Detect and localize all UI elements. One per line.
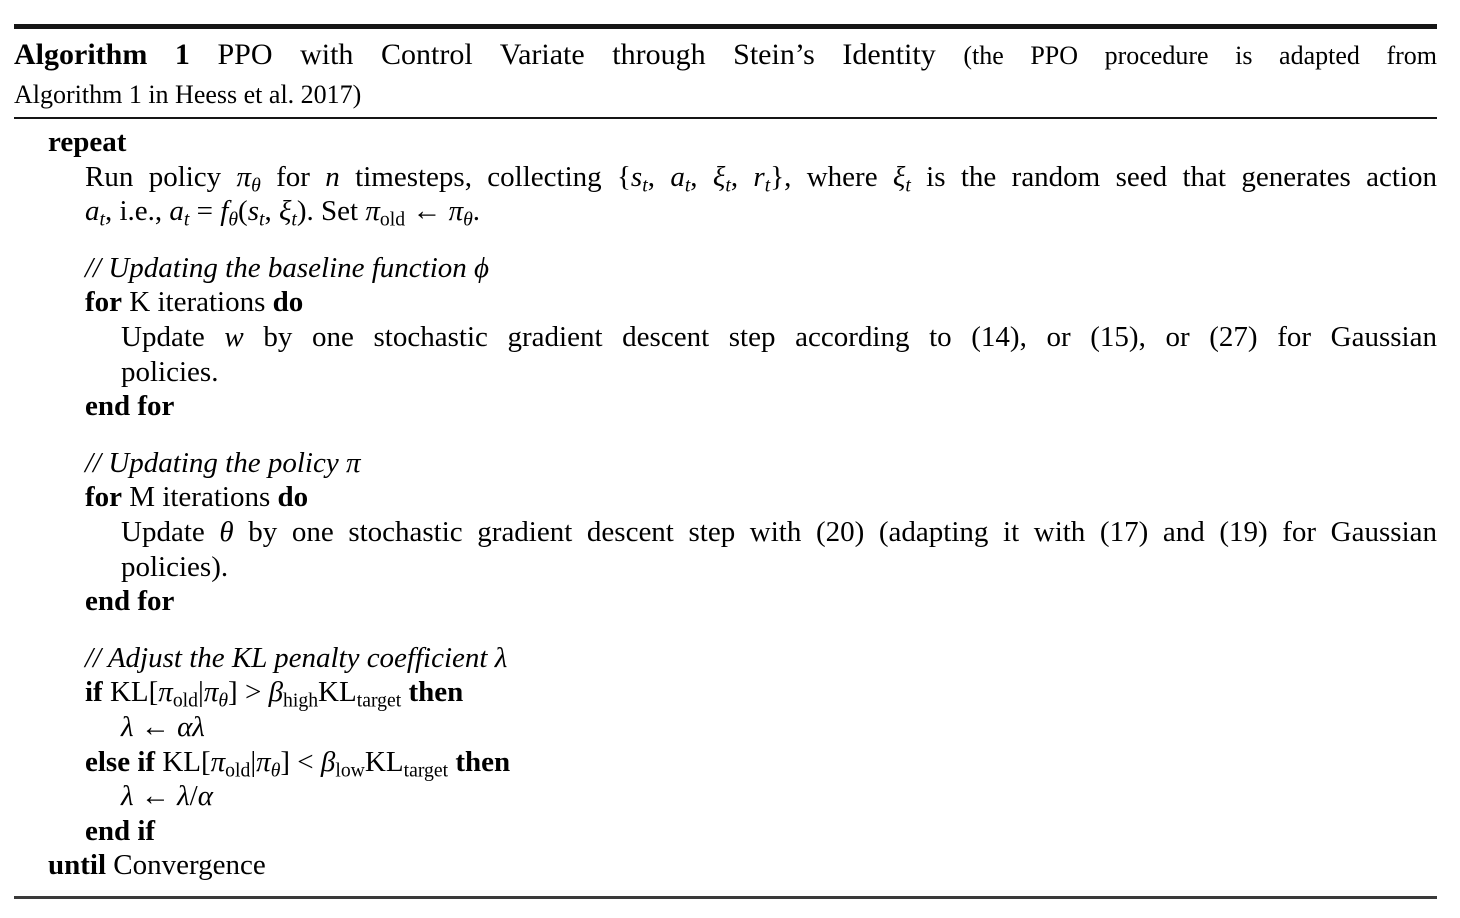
- text-segment: repeat: [48, 126, 127, 158]
- text-segment: Update: [121, 515, 220, 548]
- text-segment: Algorithm 1: [14, 38, 190, 71]
- update-w-line: [14, 320, 1437, 355]
- text-segment: /: [189, 780, 198, 813]
- text-segment: then: [408, 676, 464, 709]
- lambda-increase-line: [14, 710, 1437, 745]
- text-segment: KL: [364, 745, 404, 778]
- text-segment: ,: [690, 160, 713, 193]
- text-segment: π: [210, 745, 226, 778]
- text-segment: Algorithm 1 in Heess et al. 2017): [14, 80, 362, 109]
- text-segment: t: [764, 174, 771, 197]
- text-segment: target: [403, 759, 449, 782]
- text-segment: λ: [121, 710, 134, 743]
- text-segment: old: [172, 689, 199, 712]
- text-segment: θ: [270, 759, 281, 782]
- caption-line-2: [14, 75, 1437, 114]
- algorithm-caption: [14, 29, 1437, 117]
- text-segment: policies).: [121, 550, 229, 583]
- text-segment: KL[: [155, 745, 211, 778]
- text-segment: old: [379, 208, 406, 231]
- text-segment: λ: [177, 780, 190, 813]
- text-segment: π: [236, 160, 252, 193]
- text-segment: KL: [318, 676, 357, 709]
- text-segment: high: [283, 689, 319, 712]
- text-segment: ). Set: [296, 195, 366, 228]
- repeat-line: [14, 125, 1437, 160]
- text-segment: ←: [133, 780, 178, 813]
- if-kl-high-line: [14, 675, 1437, 710]
- end-if-line: [14, 814, 1437, 849]
- text-segment: π: [203, 676, 219, 709]
- text-segment: n: [325, 160, 340, 193]
- text-segment: t: [905, 174, 911, 197]
- text-segment: end if: [85, 814, 156, 847]
- text-segment: (: [238, 195, 248, 228]
- text-segment: until: [48, 849, 107, 882]
- until-line: [14, 848, 1437, 883]
- text-segment: ,: [264, 195, 279, 228]
- text-segment: s: [247, 195, 259, 228]
- algorithm-body: [14, 119, 1437, 896]
- text-segment: β: [268, 676, 284, 709]
- text-segment: t: [725, 174, 731, 197]
- update-w-continuation-line: [14, 355, 1437, 390]
- text-segment: ,: [647, 160, 671, 193]
- text-segment: for: [85, 286, 123, 319]
- text-segment: ←: [133, 710, 178, 743]
- text-segment: ←: [405, 195, 449, 228]
- for-k-line: [14, 285, 1437, 320]
- text-segment: .: [472, 195, 481, 228]
- text-segment: =: [189, 195, 221, 228]
- comment-baseline-update: [14, 251, 1437, 286]
- text-segment: if: [85, 676, 103, 709]
- text-segment: w: [224, 320, 244, 353]
- text-segment: λ: [121, 780, 134, 813]
- text-segment: Update: [121, 320, 225, 353]
- text-segment: policies.: [121, 355, 219, 388]
- update-theta-continuation-line: [14, 550, 1437, 585]
- text-segment: t: [99, 208, 105, 231]
- text-segment: θ: [251, 174, 261, 197]
- text-segment: f: [220, 195, 229, 228]
- text-segment: β: [320, 745, 336, 778]
- text-segment: target: [356, 689, 402, 712]
- text-segment: Convergence: [106, 849, 266, 882]
- text-segment: }, where: [770, 160, 893, 193]
- text-segment: // Updating the policy π: [85, 446, 361, 479]
- text-segment: (the PPO procedure is adapted from: [963, 41, 1437, 70]
- text-segment: PPO with Control Variate through Stein’s Identity: [189, 38, 964, 71]
- text-segment: then: [455, 745, 511, 778]
- text-segment: Run policy: [85, 160, 237, 193]
- text-segment: π: [256, 745, 271, 778]
- text-segment: // Updating the baseline function ϕ: [85, 251, 490, 284]
- text-segment: |: [250, 745, 257, 778]
- comment-policy-update: [14, 446, 1437, 481]
- text-segment: t: [258, 208, 265, 231]
- text-segment: do: [272, 286, 304, 319]
- text-segment: for: [85, 481, 123, 514]
- update-theta-line: [14, 515, 1437, 550]
- run-policy-line: [14, 160, 1437, 195]
- text-segment: π: [448, 195, 464, 228]
- text-segment: |: [198, 676, 204, 709]
- end-for-line: [14, 389, 1437, 424]
- text-segment: timesteps, collecting {: [339, 160, 631, 193]
- text-segment: old: [225, 759, 251, 782]
- text-segment: ,: [730, 160, 754, 193]
- text-segment: low: [335, 759, 365, 782]
- bottom-rule: [14, 896, 1437, 899]
- text-segment: α: [197, 780, 213, 813]
- text-segment: π: [158, 676, 173, 709]
- text-segment: is the random seed that generates action: [910, 160, 1438, 193]
- text-segment: K iterations: [122, 286, 273, 319]
- text-segment: , i.e.,: [104, 195, 170, 228]
- text-segment: θ: [228, 208, 239, 231]
- text-segment: ] <: [280, 745, 321, 778]
- text-segment: t: [291, 208, 297, 231]
- text-segment: ] >: [228, 676, 269, 709]
- caption-line-1: [14, 36, 1437, 75]
- text-segment: KL[: [102, 676, 159, 709]
- text-segment: a: [85, 195, 100, 228]
- text-segment: π: [365, 195, 380, 228]
- text-segment: α: [177, 710, 193, 743]
- algorithm-figure: [14, 24, 1437, 899]
- comment-kl-adjust: [14, 641, 1437, 676]
- text-segment: ξ: [892, 160, 906, 193]
- text-segment: r: [753, 160, 765, 193]
- text-segment: // Adjust the KL penalty coefficient λ: [85, 641, 508, 674]
- lambda-decrease-line: [14, 779, 1437, 814]
- text-segment: a: [670, 160, 685, 193]
- text-segment: θ: [463, 208, 473, 231]
- text-segment: end for: [85, 390, 175, 423]
- for-m-line: [14, 480, 1437, 515]
- text-segment: by one stochastic gradient descent step according to (14), or (15), or (27) for Gaussian: [243, 320, 1437, 353]
- text-segment: for: [260, 160, 326, 193]
- text-segment: M iterations: [122, 481, 278, 514]
- text-segment: θ: [219, 515, 234, 548]
- text-segment: do: [277, 481, 309, 514]
- text-segment: s: [630, 160, 643, 193]
- text-segment: by one stochastic gradient descent step with (20) (adapting it with (17) and (19) for Gaussian: [233, 515, 1437, 548]
- text-segment: a: [169, 195, 184, 228]
- text-segment: λ: [192, 710, 205, 743]
- text-segment: ξ: [712, 160, 726, 193]
- else-if-kl-low-line: [14, 745, 1437, 780]
- text-segment: t: [183, 208, 190, 231]
- text-segment: end for: [85, 585, 175, 618]
- text-segment: θ: [218, 689, 229, 712]
- text-segment: t: [642, 174, 648, 197]
- run-policy-continuation-line: [14, 194, 1437, 229]
- text-segment: ξ: [278, 195, 292, 228]
- text-segment: t: [684, 174, 691, 197]
- end-for-line: [14, 584, 1437, 619]
- text-segment: else if: [85, 745, 156, 778]
